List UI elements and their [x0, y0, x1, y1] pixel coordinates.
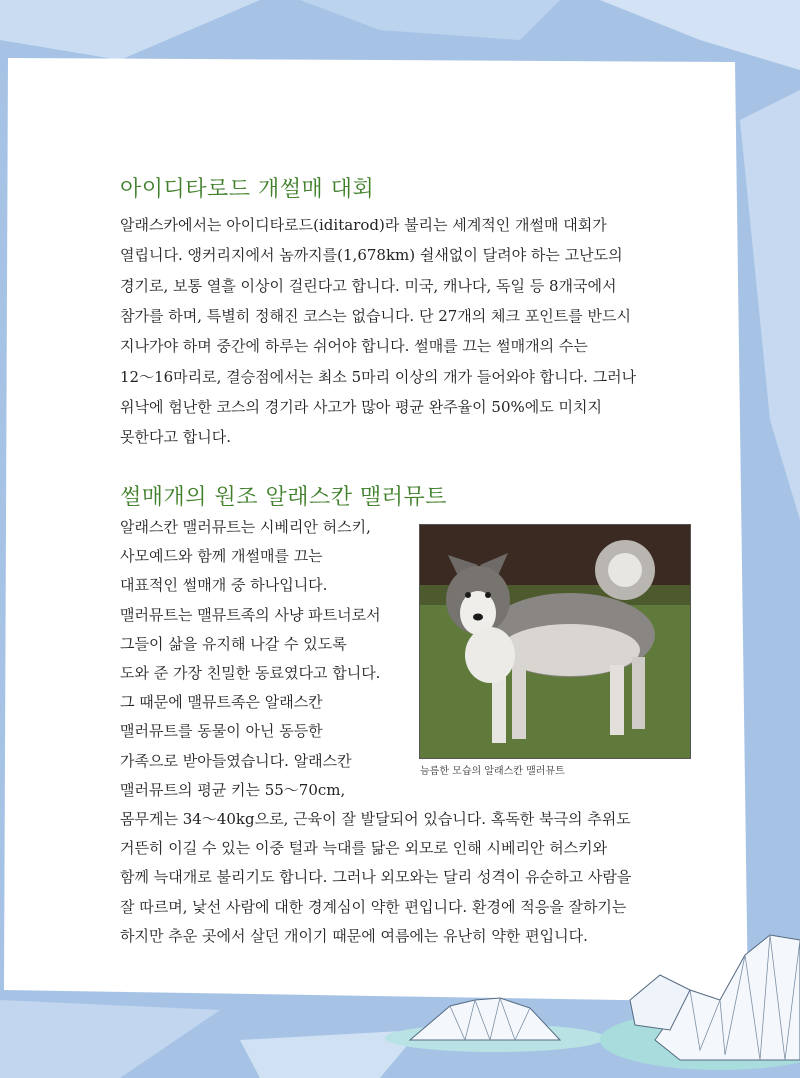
paragraph-line: 그들이 삶을 유지해 나갈 수 있도록 [120, 634, 347, 653]
malamute-photo [419, 524, 691, 759]
paragraph-line: 맬러뮤트를 동물이 아닌 동등한 [120, 722, 323, 741]
paragraph-line: 알래스카에서는 아이디타로드(iditarod)라 불리는 세계적인 개썰매 대회가 [120, 216, 607, 234]
paragraph-line: 도와 준 가장 친밀한 동료였다고 합니다. [120, 664, 381, 682]
paragraph-line: 못한다고 합니다. [120, 428, 231, 447]
paragraph-line: 맬러뮤트는 맬뮤트족의 사냥 파트너로서 [120, 605, 381, 624]
photo-caption: 늠름한 모습의 알래스칸 맬러뮤트 [420, 766, 565, 777]
paragraph-line: 함께 늑대개로 불리기도 합니다. 그러나 외모와는 달리 성격이 유순하고 사람을 [120, 868, 632, 887]
paragraph-line: 알래스칸 맬러뮤트는 시베리안 허스키, [120, 518, 371, 536]
paragraph-line: 거뜬히 이길 수 있는 이중 털과 늑대를 닮은 외모로 인해 시베리안 허스키와 [120, 839, 608, 858]
section-heading-iditarod: 아이디타로드 개썰매 대회 [120, 177, 375, 202]
paragraph-line: 경기로, 보통 열흘 이상이 걸린다고 합니다. 미국, 캐나다, 독일 등 8개국에서 [120, 276, 617, 295]
paragraph-line: 지나가야 하며 중간에 하루는 쉬어야 합니다. 썰매를 끄는 썰매개의 수는 [120, 337, 588, 356]
section-heading-malamute: 썰매개의 원조 알래스칸 맬러뮤트 [120, 485, 448, 510]
paragraph-line: 맬러뮤트의 평균 키는 55～70cm, [120, 780, 346, 799]
paragraph-line: 그 때문에 맬뮤트족은 알래스칸 [120, 693, 323, 712]
paragraph-line: 대표적인 썰매개 중 하나입니다. [120, 576, 328, 595]
paragraph-line: 위낙에 험난한 코스의 경기라 사고가 많아 평균 완주율이 50%에도 미치지 [120, 397, 602, 416]
paragraph-line: 몸무게는 34～40kg으로, 근육이 잘 발달되어 있습니다. 혹독한 북극의 추위도 [120, 810, 631, 828]
paragraph-line: 가족으로 받아들였습니다. 알래스칸 [120, 751, 352, 770]
paragraph-line: 참가를 하며, 특별히 정해진 코스는 없습니다. 단 27개의 체크 포인트를 반드시 [120, 306, 632, 325]
paragraph-line: 12～16마리로, 결승점에서는 최소 5마리 이상의 개가 들어와야 합니다. 그러나 [120, 367, 637, 386]
paragraph-line: 열립니다. 앵커리지에서 놈까지를(1,678km) 쉴새없이 달려야 하는 고난도의 [120, 246, 623, 265]
paragraph-line: 사모예드와 함께 개썰매를 끄는 [120, 547, 323, 566]
paragraph-line: 하지만 추운 곳에서 살던 개이기 때문에 여름에는 유난히 약한 편입니다. [120, 926, 588, 945]
paragraph-line: 잘 따르며, 낯선 사람에 대한 경계심이 약한 편입니다. 환경에 적응을 잘하기는 [120, 897, 627, 916]
